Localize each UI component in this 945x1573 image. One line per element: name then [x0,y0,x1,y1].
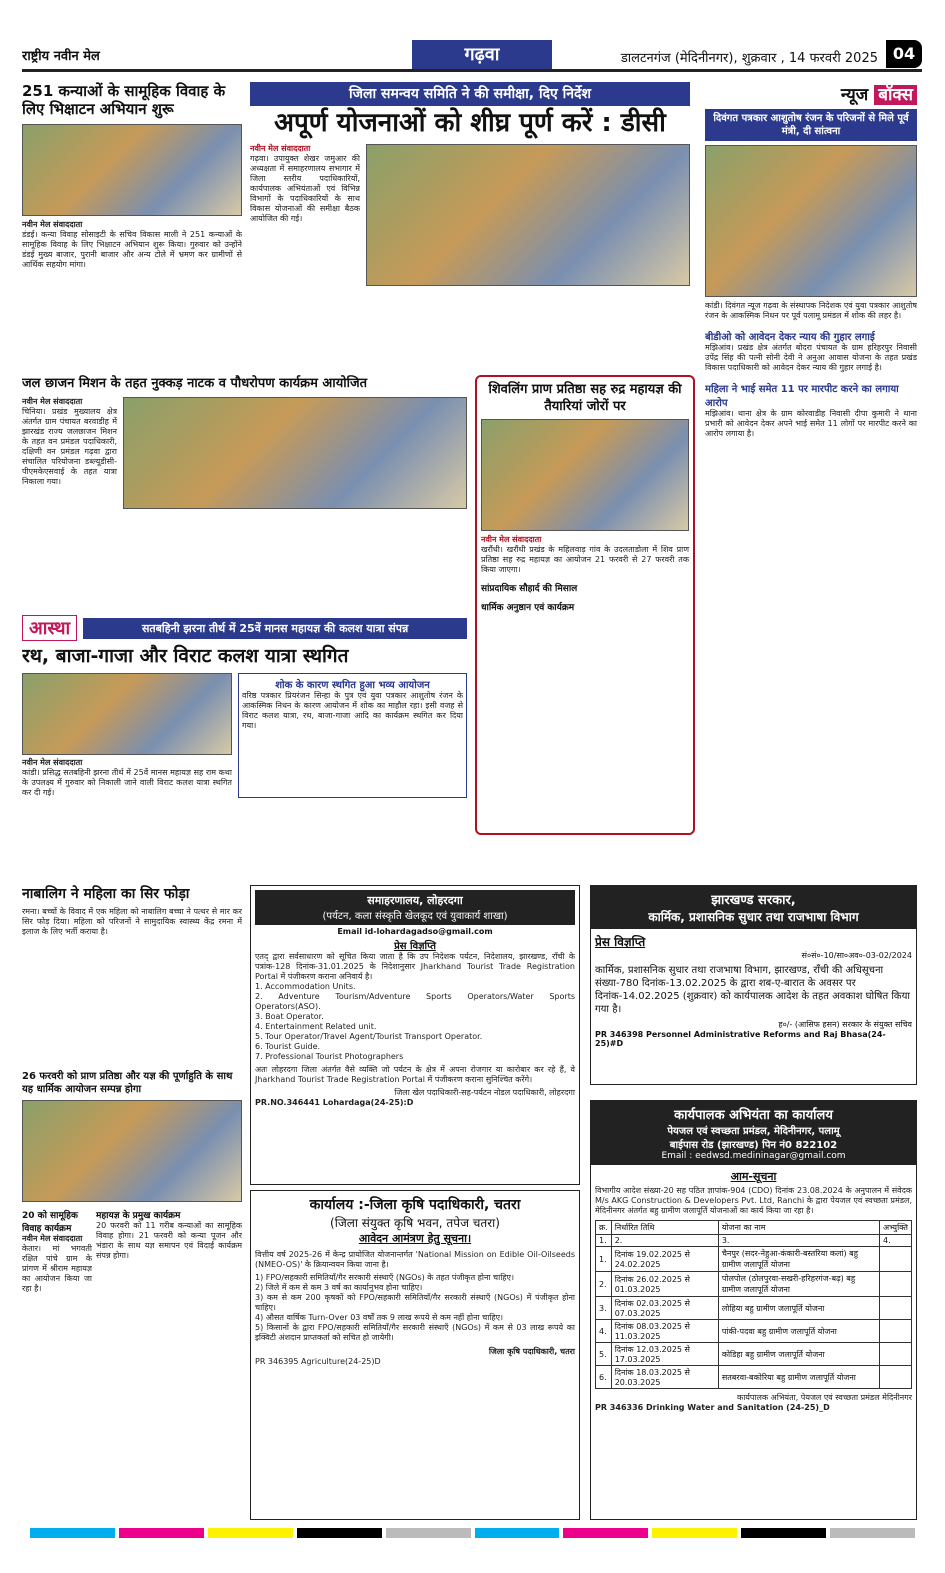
headline: रथ, बाजा-गाजा और विराट कलश यात्रा स्थगित [22,645,349,667]
headline: जल छाजन मिशन के तहत नुक्कड़ नाटक व पौधरोपण कार्यक्रम आयोजित [22,376,368,391]
story-shivling [475,375,695,835]
notice-title: आवेदन आमंत्रण हेतु सूचना। [358,1232,472,1245]
table-cell: दिनांक 12.03.2025 से 17.03.2025 [611,1343,718,1366]
story-text: चिनिया। प्रखंड मुख्यालय क्षेत्र अंतर्गत ग्राम पंचायत बरवाडीह में झारखंड राज्य जलछाजन मिशन के तहत वन प्रमंडल पदाधिकारी, दक्षिणी वन प्रमंडल गढ़वा द्वारा संचालित परियोजना डब्ल्यूडीसी-पीएमकेएसवाई के तहत यात्रा निकाला गया। [22,407,117,486]
notice-title: प्रेस विज्ञप्ति [394,941,436,952]
box-title: 20 को सामूहिक विवाह कार्यक्रम [22,1211,78,1234]
color-swatch [30,1528,115,1538]
subheadline-assault: महिला ने भाई समेत 11 पर मारपीट करने का लगाया आरोप [705,384,899,409]
signer: कार्यपालक अभियंता, पेयजल एवं स्वच्छता प्रमंडल मेदिनीनगर [737,1393,912,1402]
box-text: वरिष्ठ पत्रकार प्रियरंजन सिन्हा के पुत्र एवं युवा पत्रकार आशुतोष रंजन के आकस्मिक निधन के कारण आयोजन में शोक का माहौल रहा। इसी वजह से विराट कलश यात्रा, रथ, बाजा-गाजा आदि का कार्यक्रम स्थगित कर दिया गया। [242,691,463,730]
office: कार्यपालक अभियंता का कार्यालय [674,1108,833,1123]
table-cell: 6. [596,1366,612,1389]
table-row [596,1272,912,1297]
list-item: 5) किसानों के द्वारा FPO/सहकारी समितियाँ/गैर सरकारी संस्थाएँ (NGOs) में कम से 03 लाख रूपये का इक्विटी अंशदान प्राप्तकर्ता को सचित हो जायेगी। [255,1323,575,1342]
table-index: 1. [596,1235,612,1247]
color-swatch [208,1528,293,1538]
reference-number: सं०सं०-10/सा०अव०-03-02/2024 [801,951,912,960]
newspaper-brand: राष्ट्रीय नवीन मेल [22,49,100,64]
list-item: 4) औसत वार्षिक Turn-Over 03 वर्षों तक 9 लाख रूपये से कम नहीं होना चाहिए। [255,1313,504,1322]
notice-text: विभागीय आदेश संख्या-20 सह पठित ज्ञापांक-904 (CDO) दिनांक 23.08.2024 के अनुपालन में संवेदक M/s AKG Construction & Developers Pvt. Ltd, Ranchi के द्वारा पेयजल एवं स्वच्छता प्रमंडल, मेदिनीनगर अंतर्गत बहु ग्रामीण जलापूर्ति योजनाओं का कार्य किया जा रहा है। [595,1186,912,1215]
photo [123,397,467,509]
table-header: योजना का नाम [718,1221,879,1235]
story-text: गढ़वा। उपायुक्त शेखर जमुआर की अध्यक्षता में समाहरणालय सभागार में जिला स्तरीय पदाधिकारियों, कार्यपालक अभियंताओं एवं विभिन्न विभागों के पदाधिकारियों के साथ विकास योजनाओं की समीक्षा बैठक आयोजित की गई। [250,154,360,223]
office-line-3: बाईपास रोड (झारखण्ड) पिन नं0 822102 [669,1140,838,1151]
color-swatch [475,1528,560,1538]
notice-title: प्रेस विज्ञप्ति [595,935,646,949]
headline: 26 फरवरी को प्राण प्रतिष्ठा और यज्ञ की पूर्णाहुति के साथ यह धार्मिक आयोजन सम्पन्न होगा [22,1071,233,1095]
pr-code: PR 346398 Personnel Administrative Reforms and Raj Bhasa(24-25)#D [595,1030,886,1048]
list-item: 5. Tour Operator/Travel Agent/Tourist Transport Operator. [255,1032,483,1041]
criteria-list [255,1273,575,1343]
table-cell [879,1297,911,1320]
table-cell: दिनांक 02.03.2025 से 07.03.2025 [611,1297,718,1320]
pr-code: PR.NO.346441 Lohardaga(24-25):D [255,1098,414,1107]
table-cell [879,1247,911,1272]
list-item: 4. Entertainment Related unit. [255,1022,377,1031]
office: समाहरणालय, लोहरदगा [367,894,463,907]
headline: नाबालिग ने महिला का सिर फोड़ा [22,886,190,902]
photo [705,145,917,297]
table-cell: 3. [596,1297,612,1320]
color-swatch [119,1528,204,1538]
list-item: 1. Accommodation Units. [255,982,356,991]
color-swatch [741,1528,826,1538]
box-title: शोक के कारण स्थगित हुआ भव्य आयोजन [275,680,430,691]
section-title: गढ़वा [412,40,552,70]
page-number: 04 [886,40,922,68]
program-text: 20 फरवरी को 11 गरीब कन्याओं का सामूहिक विवाह होगा। 21 फरवरी को कन्या पूजन और भंडारा के साथ यज्ञ समापन एवं विदाई कार्यक्रम संपन्न होगा। [96,1221,242,1260]
ad-chatra [250,1190,580,1520]
color-swatch [652,1528,737,1538]
email: Email id-lohardagadso@gmail.com [337,927,493,936]
table-index: 2. [611,1235,718,1247]
photo [481,419,689,531]
signer: ह०/- (आसिफ हसन) सरकार के संयुक्त सचिव [778,1020,912,1029]
title-dept: कार्मिक, प्रशासनिक सुधार तथा राजभाषा विभाग [648,910,859,924]
table-cell: कोडिहा बहु ग्रामीण जलापूर्ति योजना [718,1343,879,1366]
table-cell: चैनपुर (सदर-नेहुआ-कंकारी-बस्तरिया कलां) बहु ग्रामीण जलापूर्ति योजना [718,1247,879,1272]
byline: नवीन मेल संवाददाता [22,220,83,229]
box-label: बॉक्स [874,85,917,105]
news-label: न्यूज [840,85,869,105]
table-cell: 4. [596,1320,612,1343]
table-cell: पोलपोल (ठोलपुरवा-सखरी-हरिहरगंज-बढ़) बहु ग्रामीण जलापूर्ति योजना [718,1272,879,1297]
photo [366,144,690,286]
table-row [596,1247,912,1272]
list-item: 1) FPO/सहकारी समितियाँ/गैर सरकारी संस्थाएँ (NGOs) के तहत पंजीकृत होना चाहिए। [255,1273,514,1282]
notice-outro: अतः लोहरदगा जिला अंतर्गत वैसे व्यक्ति जो पर्यटन के क्षेत्र में अपना रोजगार या कारोबार कर रहे हैं, वे Jharkhand Tourist Trade Registration Portal में पंजीकरण कराना सुनिश्चित करेंगे। [255,1065,575,1084]
list-item: 7. Professional Tourist Photographers [255,1052,404,1061]
byline: नवीन मेल संवाददाता [481,535,542,544]
list-item: 3) कम से कम 200 कृषकों को FPO/सहकारी समितियाँ/गैर सरकारी संस्थाएँ (NGOs) में पंजीकृत होना चाहिए। [255,1293,575,1312]
table-header-row [596,1221,912,1235]
table-cell: 5. [596,1343,612,1366]
story-kalash [22,615,467,870]
story-dc [250,82,690,352]
office: कार्यालय :-जिला कृषि पदाधिकारी, चतरा [309,1197,521,1213]
table-cell: लोहिया बहु ग्रामीण जलापूर्ति योजना [718,1297,879,1320]
table-cell [879,1320,911,1343]
byline: नवीन मेल संवाददाता [22,1234,83,1243]
ad-jharkhand [590,885,917,1085]
photo [22,673,232,755]
table-cell [879,1366,911,1389]
kicker: जिला समन्वय समिति ने की समीक्षा, दिए निर्देश [250,82,690,106]
table-row [596,1320,912,1343]
headline: 251 कन्याओं के सामूहिक विवाह के लिए भिक्षाटन अभियान शुरू [22,82,226,118]
table-index: 3. [718,1235,879,1247]
table-header: अभ्युक्ति [879,1221,911,1235]
ad-lohardaga [250,885,580,1185]
story-text: डंडई। कन्या विवाह सोसाइटी के सचिव विकास माली ने 251 कन्याओं के सामूहिक विवाह के लिए भिक्षाटन अभियान शुरू किया। गुरुवार को उन्होंने डंडई मुख्य बाजार, पुरानी बाजार और अन्य टोले में भ्रमण कर ग्रामीणों से आर्थिक सहयोग मांगा। [22,230,242,269]
table-cell: 1. [596,1247,612,1272]
table-cell [879,1272,911,1297]
table-row [596,1297,912,1320]
list-item: 3. Boat Operator. [255,1012,324,1021]
byline: नवीन मेल संवाददाता [22,397,83,406]
table-row [596,1343,912,1366]
table-row [596,1366,912,1389]
table-cell: दिनांक 18.03.2025 से 20.03.2025 [611,1366,718,1389]
story-marriage [22,82,242,352]
headline: दिवंगत पत्रकार आशुतोष रंजन के परिजनों से मिले पूर्व मंत्री, दी सांत्वना [705,109,917,141]
list-item: 2) जिले में कम से कम 3 वर्ष का कार्यानुभव होना चाहिए। [255,1283,423,1292]
list-item: 6. Tourist Guide. [255,1042,321,1051]
title-govt: झारखण्ड सरकार, [711,893,796,908]
list-item: 2. Adventure Tourism/Adventure Sports Operators/Water Sports Operators(ASO). [255,992,575,1011]
category-tag: आस्था [22,615,77,641]
subheadline-bdo: बीडीओ को आवेदन देकर न्याय की गुहार लगाई [705,332,875,343]
department: (पर्यटन, कला संस्कृति खेलकूद एवं युवाकार्य शाखा) [322,911,508,922]
office-line-2: पेयजल एवं स्वच्छता प्रमंडल, मेदिनीनगर, पलामू [667,1126,840,1137]
table-cell: दिनांक 19.02.2025 से 24.02.2025 [611,1247,718,1272]
ad-eed [590,1100,917,1520]
notice-text: वित्तीय वर्ष 2025-26 में केन्द्र प्रायोजित योजनान्तर्गत 'National Mission on Edible Oil-Oilseeds (NMEO-OS)' के क्रियान्वयन किया जाना है। [255,1250,575,1269]
item-list [255,982,575,1062]
news-box [705,82,917,842]
dateline: डालटनगंज (मेदिनीनगर), शुक्रवार , 14 फरवरी 2025 [620,51,878,66]
signer: जिला कृषि पदाधिकारी, चतरा [488,1347,575,1356]
table-cell: 2. [596,1272,612,1297]
masthead [22,40,922,72]
notice-text: कार्मिक, प्रशासनिक सुधार तथा राजभाषा विभाग, झारखण्ड, रॉंची की अधिसूचना संख्या-780 दिनांक-13.02.2025 के द्वारा शब-ए-बारात के अवसर पर दिनांक-14.02.2025 (शुक्रवार) को कार्यपालक आदेश के तहत अवकाश घोषित किया गया है। [595,965,911,1015]
story-feb26 [22,1070,242,1520]
byline: नवीन मेल संवाददाता [250,144,311,153]
table-header: निर्धारित तिथि [611,1221,718,1235]
pr-code: PR 346336 Drinking Water and Sanitation (24-25)_D [595,1403,830,1412]
table-cell: सतबरवा-बकोरिया बहु ग्रामीण जलापूर्ति योजना [718,1366,879,1389]
table-index-row [596,1235,912,1247]
notice-title: आम-सूचना [730,1170,777,1183]
story-text: कांडी। प्रसिद्ध सतबहिनी झरना तीर्थ में 25वें मानस महायज्ञ सह राम कथा के उपलक्ष्य में गुरुवार को निकाली जाने वाली विराट कलश यात्रा स्थगित कर दी गई। [22,768,232,797]
story-jal [22,375,467,605]
subheadline-rituals: धार्मिक अनुष्ठान एवं कार्यक्रम [481,603,575,613]
story-text: खरौंधी। खरौंधी प्रखंड के महिलवाड़ गांव के उदलताडोला में शिव प्राण प्रतिष्ठा सह रुद्र महायज्ञ का आयोजन 21 फरवरी से 27 फरवरी तक किया जाएगा। [481,545,689,574]
notice-intro: एतद् द्वारा सर्वसाधारण को सूचित किया जाता है कि उप निदेशक पर्यटन, निदेशालय, झारखण्ड, रॉंची के पत्रांक-128 दिनांक-31.01.2025 के निदेशानुसार Jharkhand Tourist Trade Registration Portal में पंजीकरण कराना अनिवार्य है। [255,952,575,981]
story-text: रमना। बच्चों के विवाद में एक महिला को नाबालिग बच्चा ने पत्थर से मार कर सिर फोड़ दिया। महिला को परिजनों ने सामुदायिक स्वास्थ्य केंद्र रमना में इलाज के लिए भर्ती कराया है। [22,907,242,936]
story-text: केतार। मां भगवती रक्षित पांचे ग्राम के प्रांगण में श्रीराम महायज्ञ का आयोजन किया जा रहा है। [22,1244,92,1293]
table-cell [879,1343,911,1366]
byline: नवीन मेल संवाददाता [22,758,83,767]
table-index: 4. [879,1235,911,1247]
signer: जिला खेल पदाधिकारी-सह-पर्यटन नोडल पदाधिकारी, लोहरदगा [394,1088,575,1097]
color-swatch [830,1528,915,1538]
table-cell: दिनांक 26.02.2025 से 01.03.2025 [611,1272,718,1297]
story-text-bdo: मझिआंव। प्रखंड क्षेत्र अंतर्गत बोदरा पंचायत के ग्राम हरिहरपुर निवासी उपेंद्र सिंह की पत्नी सोनी देवी ने अनुआ आवास योजना के तहत प्रखंड विकास पदाधिकारी को आवेदन देकर न्याय की गुहार लगाई है। [705,343,917,372]
headline: शिवलिंग प्राण प्रतिष्ठा सह रुद्र महायज्ञ की तैयारियां जोरों पर [488,382,682,414]
schedule-table [595,1220,912,1389]
table-header: क्र. [596,1221,612,1235]
subheadline-harmony: सांप्रदायिक सौहार्द की मिसाल [481,584,578,594]
kicker: सतबहिनी झरना तीर्थ में 25वें मानस महायज्ञ की कलश यात्रा संपन्न [83,618,467,639]
table-cell: पांकी-पदवा बहु ग्रामीण जलापूर्ति योजना [718,1320,879,1343]
color-registration-bar [30,1528,915,1538]
table-cell: दिनांक 08.03.2025 से 11.03.2025 [611,1320,718,1343]
color-swatch [386,1528,471,1538]
office-address: (जिला संयुक्त कृषि भवन, तपेज चतरा) [330,1216,500,1230]
story-text: कांडी। दिवंगत न्यूज गढ़वा के संस्थापक निदेशक एवं युवा पत्रकार आशुतोष रंजन के आकस्मिक निधन पर पूर्व पलामू प्रमंडल में शोक की लहर है। [705,301,917,320]
story-minor [22,885,242,1065]
headline: अपूर्ण योजनाओं को शीघ्र पूर्ण करें : डीसी [274,108,666,138]
email: Email : eedwsd.medininagar@gmail.com [661,1151,846,1161]
story-text-assault: मझिआंव। थाना क्षेत्र के ग्राम कोरवाडीह निवासी दीपा कुमारी ने थाना प्रभारी को आवेदन देकर अपने भाई समेत 11 लोगों पर मारपीट करने का आरोप लगाया है। [705,409,917,438]
photo [22,1100,242,1202]
program-title: महायज्ञ के प्रमुख कार्यक्रम [96,1211,181,1221]
pr-code: PR 346395 Agriculture(24-25)D [255,1357,381,1366]
color-swatch [563,1528,648,1538]
color-swatch [297,1528,382,1538]
photo [22,124,242,216]
